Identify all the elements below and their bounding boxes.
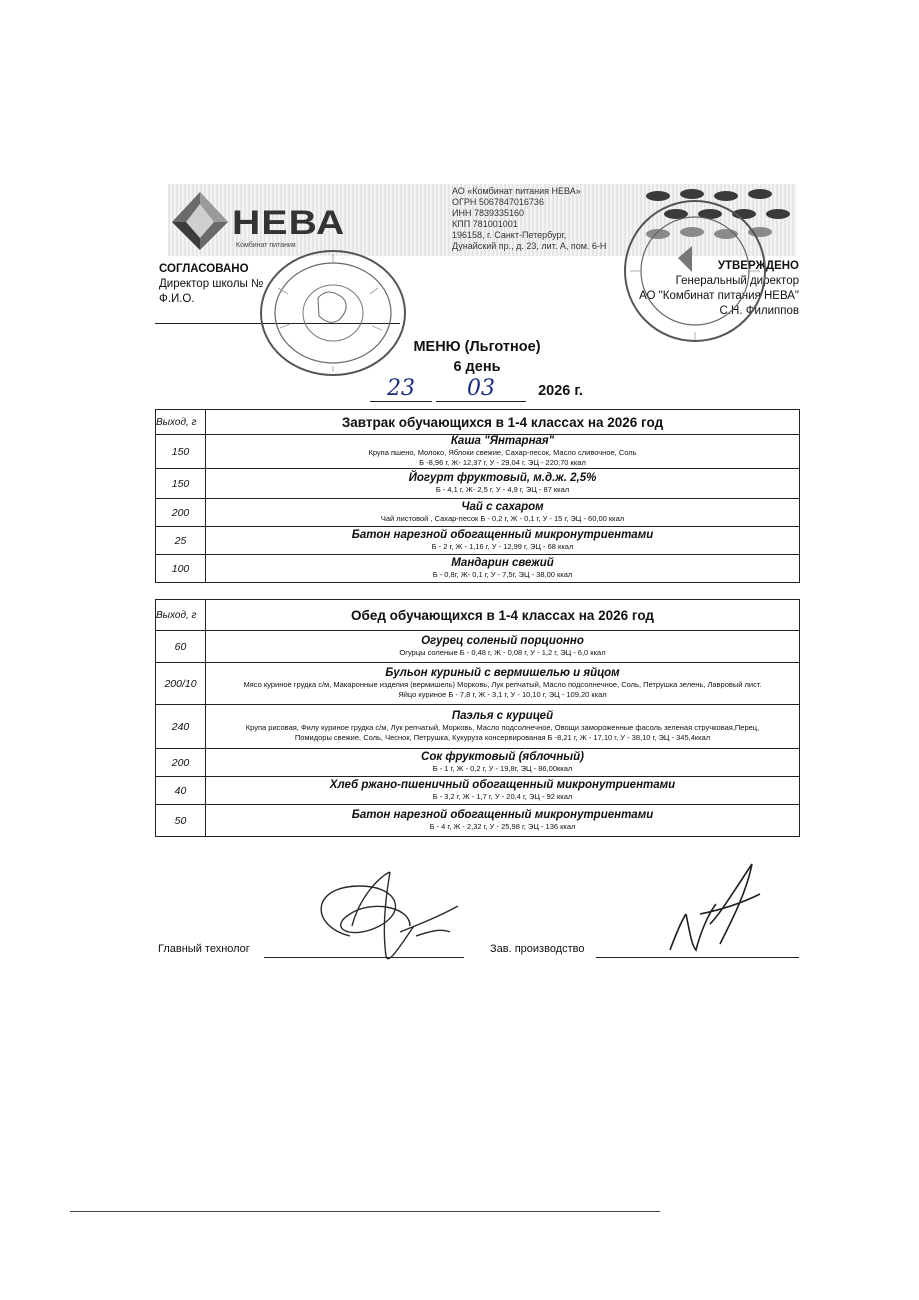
dish-name: Каша "Янтарная" <box>450 435 555 447</box>
dish-details: Крупа рисовая, Филу куриное грудка с/м, Лук репчатый, Морковь, Масло подсолнечное, Овощи замороженные фасоль зеленая стручковая,Перец, <box>245 723 760 732</box>
approval-left <box>159 262 263 307</box>
menu-title-block <box>380 337 574 377</box>
dish-details: Б - 4 г, Ж - 2,32 г, У - 25,98 г, ЭЦ - 136 ккал <box>429 822 576 831</box>
requisite-line: 196158, г. Санкт-Петербург, <box>452 230 567 240</box>
company-requisites <box>452 186 606 252</box>
dish-weight: 40 <box>156 777 206 805</box>
table-row <box>156 805 800 837</box>
dish-weight: 50 <box>156 805 206 837</box>
requisite-line: ИНН 7839335160 <box>452 208 525 218</box>
menu-title: МЕНЮ (Льготное) <box>413 339 541 355</box>
dish-name: Бульон куриный с вермишелью и яйцом <box>385 667 620 679</box>
date-year: 2026 г. <box>538 383 583 399</box>
dish-details: Б - 4,1 г, Ж- 2,5 г, У - 4,9 г, ЭЦ - 87 ккал <box>435 485 570 494</box>
dish-details: Б - 2 г, Ж - 1,16 г, У - 12,99 г, ЭЦ - 68 ккал <box>431 542 574 551</box>
dish-name: Мандарин свежий <box>451 557 554 569</box>
approval-right-name: С.Н. Филиппов <box>719 305 799 317</box>
neva-logo-icon <box>170 190 230 252</box>
dish-cell <box>206 749 800 777</box>
dish-details: Б -8,96 г, Ж- 12,37 г, У - 29,04 г, ЭЦ - 220,70 ккал <box>419 458 586 467</box>
production-signature-icon <box>660 854 770 962</box>
technologist-signature-icon <box>290 866 480 972</box>
lunch-table <box>155 599 800 837</box>
production-label: Зав. производство <box>490 943 585 955</box>
table-row <box>156 749 800 777</box>
dish-details: Мясо куриное грудка с/м, Макаронные изделия (вермишель) Морковь, Лук репчатый, Масло подсолнечное, Соль, Петрушка зелень, Лавровый лист. <box>243 680 762 689</box>
dish-cell <box>206 435 800 469</box>
dish-weight: 240 <box>156 705 206 749</box>
table-row <box>156 663 800 705</box>
dish-details: Помидоры свежие, Соль, Чеснок, Петрушка, Кукуруза консервированая Б -8,21 г, Ж - 17,10 г, У - 38,10 г, ЭЦ - 345,4ккал <box>294 733 711 742</box>
menu-date <box>370 376 583 402</box>
dish-weight: 200 <box>156 749 206 777</box>
logo-text: НЕВА <box>232 204 346 242</box>
breakfast-table <box>155 409 800 583</box>
requisite-line: АО «Комбинат питания НЕВА» <box>452 186 581 196</box>
dish-cell <box>206 805 800 837</box>
dish-weight: 150 <box>156 435 206 469</box>
dish-name: Батон нарезной обогащенный микронутриентами <box>351 809 654 821</box>
table-header-row <box>156 600 800 631</box>
dish-weight: 200 <box>156 499 206 527</box>
dish-details: Огурцы соленые Б - 0,48 г, Ж - 0,08 г, У - 1,2 г, ЭЦ - 6,0 ккал <box>399 648 606 657</box>
dish-name: Огурец соленый порционно <box>421 635 584 647</box>
breakfast-title: Завтрак обучающихся в 1-4 классах на 2026 год <box>206 410 800 435</box>
table-header-row <box>156 410 800 435</box>
dish-details: Б - 3,2 г, Ж - 1,7 г, У - 20,4 г, ЭЦ - 92 ккал <box>432 792 573 801</box>
table-row <box>156 777 800 805</box>
date-month: 03 <box>467 376 496 401</box>
footer-line <box>70 1211 660 1212</box>
dish-cell <box>206 499 800 527</box>
dish-cell <box>206 631 800 663</box>
weight-column-header: Выход, г <box>156 600 206 631</box>
menu-day: 6 день <box>453 359 501 375</box>
dish-cell <box>206 663 800 705</box>
lunch-title: Обед обучающихся в 1-4 классах на 2026 год <box>206 600 800 631</box>
table-row <box>156 499 800 527</box>
dish-weight: 25 <box>156 527 206 555</box>
dish-name: Сок фруктовый (яблочный) <box>421 751 584 763</box>
company-stamp-icon <box>620 196 770 346</box>
table-row <box>156 705 800 749</box>
dish-details: Б - 1 г, Ж - 0,2 г, У - 19,8г, ЭЦ - 86,00ккал <box>432 764 573 773</box>
dish-details: Крупа пшено, Молоко, Яблоки свежие, Сахар-песок, Масло сливочное, Соль <box>368 448 637 457</box>
table-row <box>156 469 800 499</box>
requisite-line: ОГРН 5067847016736 <box>452 197 544 207</box>
requisite-line: Дунайский пр., д. 23, лит. А, пом. 6-Н <box>452 241 607 251</box>
dish-weight: 100 <box>156 555 206 583</box>
dish-cell <box>206 469 800 499</box>
dish-cell <box>206 705 800 749</box>
dish-name: Батон нарезной обогащенный микронутриентами <box>351 529 654 541</box>
dish-cell <box>206 555 800 583</box>
dish-details: Б - 0,8г, Ж- 0,1 г, У - 7,5г, ЭЦ - 38,00 ккал <box>432 570 573 579</box>
table-row <box>156 555 800 583</box>
approval-left-name: Ф.И.О. <box>159 293 195 305</box>
dish-name: Паэлья с курицей <box>451 710 554 722</box>
dish-details: Чай листовой , Сахар-песок Б - 0,2 г, Ж - 0,1 г, У - 15 г, ЭЦ - 60,00 ккал <box>380 514 625 523</box>
table-row <box>156 527 800 555</box>
table-row <box>156 631 800 663</box>
dish-name: Йогурт фруктовый, м.д.ж. 2,5% <box>408 472 597 484</box>
dish-cell <box>206 527 800 555</box>
dish-name: Чай с сахаром <box>461 501 544 513</box>
dish-weight: 200/10 <box>156 663 206 705</box>
approval-right-title: УТВЕРЖДЕНО <box>717 260 799 272</box>
dish-cell <box>206 777 800 805</box>
requisite-line: КПП 781001001 <box>452 219 518 229</box>
logo-subtitle: Комбинат питания <box>236 242 296 249</box>
weight-column-header: Выход, г <box>156 410 206 435</box>
dish-weight: 60 <box>156 631 206 663</box>
dish-details: Яйцо куриное Б - 7,8 г, Ж - 3,1 г, У - 10,10 г, ЭЦ - 109,20 ккал <box>398 690 607 699</box>
table-row <box>156 435 800 469</box>
dish-name: Хлеб ржано-пшеничный обогащенный микронутриентами <box>329 779 676 791</box>
technologist-label: Главный технолог <box>158 943 250 955</box>
approval-right-position: Генеральный директор <box>675 275 799 287</box>
dish-weight: 150 <box>156 469 206 499</box>
date-day: 23 <box>387 376 415 401</box>
approval-left-title: СОГЛАСОВАНО <box>159 263 249 275</box>
approval-left-position: Директор школы № <box>159 278 264 290</box>
approval-right-org: АО "Комбинат питания НЕВА" <box>639 290 799 302</box>
